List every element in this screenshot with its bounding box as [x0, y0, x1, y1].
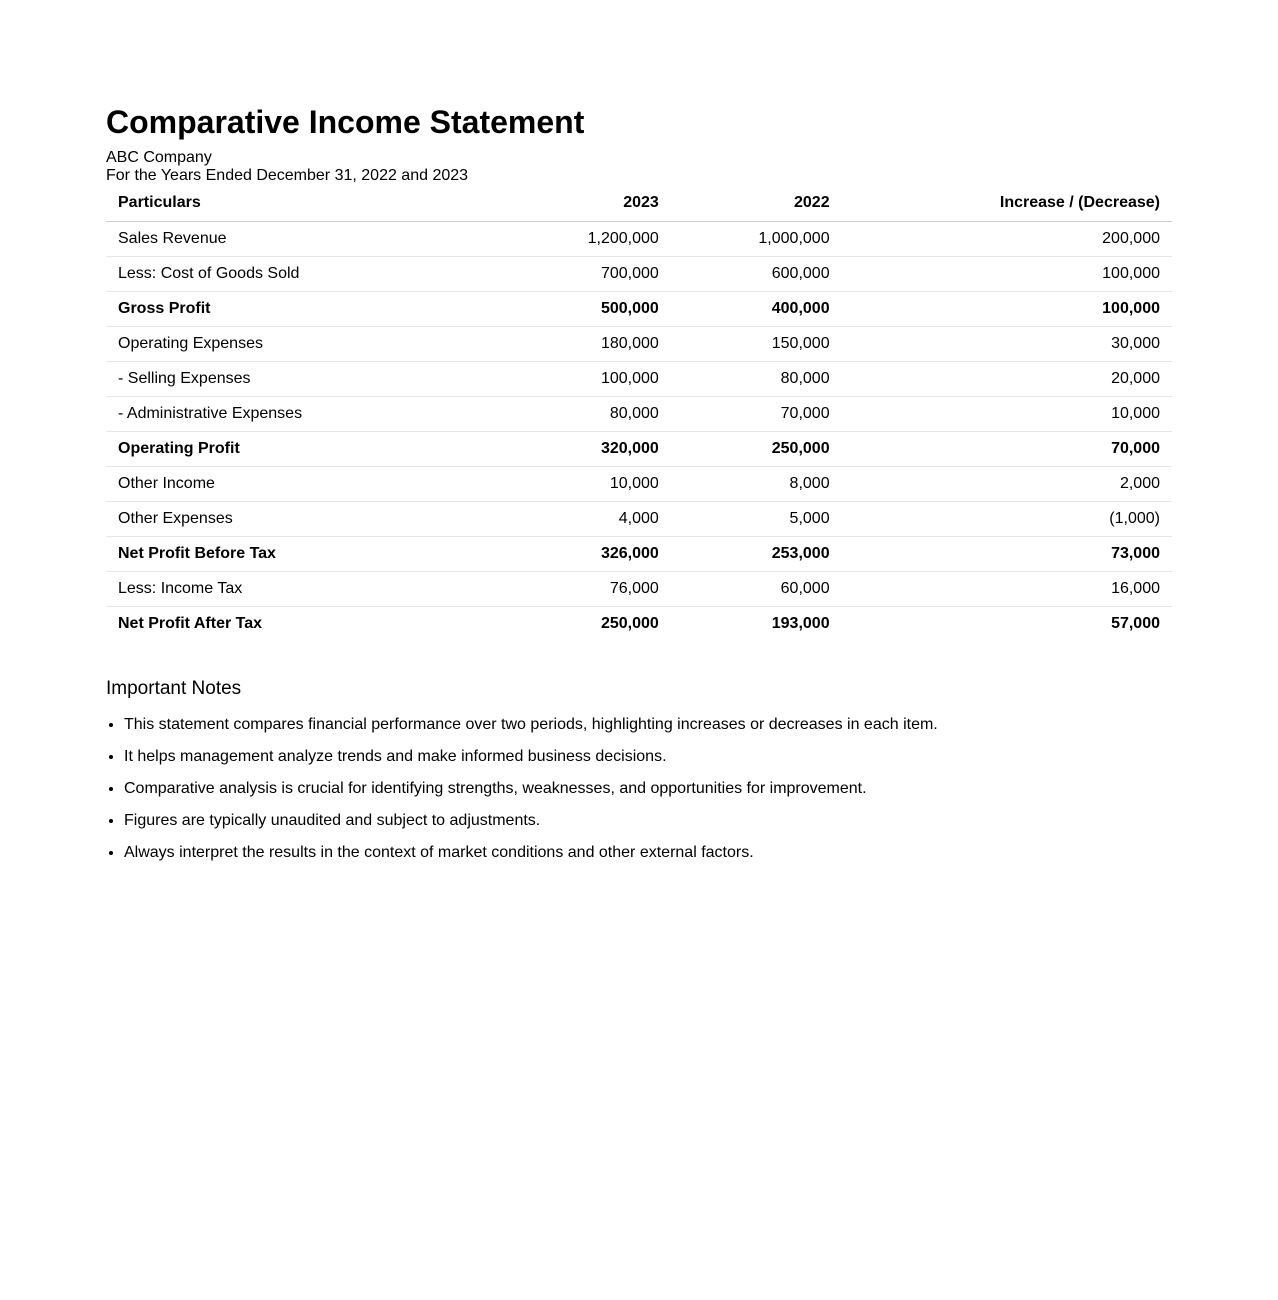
row-label: - Selling Expenses — [106, 362, 500, 397]
row-label: Less: Cost of Goods Sold — [106, 257, 500, 292]
value-2023: 80,000 — [500, 397, 671, 432]
value-change: 100,000 — [842, 292, 1172, 327]
value-change: 57,000 — [1111, 615, 1160, 632]
table-row — [106, 572, 1172, 607]
row-label: Less: Income Tax — [106, 572, 500, 607]
value-change: 2,000 — [842, 467, 1172, 502]
value-2022: 150,000 — [671, 327, 842, 362]
note-item: • This statement compares financial performance over two periods, highlighting increases or decreases in each item. — [124, 715, 1172, 735]
value-change: 30,000 — [842, 327, 1172, 362]
value-2023: 180,000 — [500, 327, 671, 362]
value-2023: 1,200,000 — [500, 222, 671, 257]
value-change: 100,000 — [842, 257, 1172, 292]
notes-list — [106, 715, 1172, 863]
value-2023: 76,000 — [500, 572, 671, 607]
row-label: Operating Profit — [106, 432, 500, 467]
income-statement-table — [106, 185, 1172, 641]
table-row — [106, 607, 1172, 642]
value-2022: 8,000 — [671, 467, 842, 502]
value-2022: 193,000 — [771, 615, 830, 632]
table-row — [106, 292, 1172, 327]
note-item: • Figures are typically unaudited and subject to adjustments. — [124, 811, 1172, 831]
value-2022: 80,000 — [671, 362, 842, 397]
table-row — [106, 327, 1172, 362]
value-2023: 100,000 — [500, 362, 671, 397]
company-name: ABC Company — [106, 149, 212, 166]
table-row — [106, 257, 1172, 292]
notes-heading: Important Notes — [106, 678, 242, 699]
value-2023: 10,000 — [500, 467, 671, 502]
value-2023: 250,000 — [600, 615, 659, 632]
value-change: 73,000 — [842, 537, 1172, 572]
value-change: 70,000 — [842, 432, 1172, 467]
row-label: Other Expenses — [106, 502, 500, 537]
row-label: Sales Revenue — [106, 222, 500, 257]
value-change: 200,000 — [842, 222, 1172, 257]
value-2022: 5,000 — [671, 502, 842, 537]
table-row — [106, 537, 1172, 572]
value-2022: 60,000 — [671, 572, 842, 607]
value-2022: 400,000 — [671, 292, 842, 327]
table-row — [106, 397, 1172, 432]
row-label: Net Profit After Tax — [118, 615, 263, 632]
value-change: 10,000 — [842, 397, 1172, 432]
value-2022: 1,000,000 — [671, 222, 842, 257]
value-change: (1,000) — [842, 502, 1172, 537]
header-2023: 2023 — [500, 185, 671, 222]
value-2022: 70,000 — [671, 397, 842, 432]
note-item: • Always interpret the results in the context of market conditions and other external factors. — [124, 843, 1172, 863]
row-label: Other Income — [106, 467, 500, 502]
note-item: • Comparative analysis is crucial for identifying strengths, weaknesses, and opportunities for improvement. — [124, 779, 1172, 799]
value-2022: 253,000 — [671, 537, 842, 572]
header-2022: 2022 — [671, 185, 842, 222]
header-change: Increase / (Decrease) — [842, 185, 1172, 222]
table-body — [106, 222, 1172, 642]
row-label: - Administrative Expenses — [106, 397, 500, 432]
value-2023: 500,000 — [500, 292, 671, 327]
header-particulars: Particulars — [106, 185, 500, 222]
value-change: 16,000 — [842, 572, 1172, 607]
statement-page — [106, 100, 1172, 875]
table-row — [106, 467, 1172, 502]
row-label: Gross Profit — [106, 292, 500, 327]
table-row — [106, 432, 1172, 467]
value-change: 20,000 — [842, 362, 1172, 397]
table-row — [106, 362, 1172, 397]
statement-period: For the Years Ended December 31, 2022 and 2023 — [106, 167, 469, 184]
value-2023: 326,000 — [500, 537, 671, 572]
value-2022: 250,000 — [671, 432, 842, 467]
table-row — [106, 222, 1172, 257]
row-label: Operating Expenses — [106, 327, 500, 362]
value-2023: 700,000 — [500, 257, 671, 292]
value-2023: 4,000 — [500, 502, 671, 537]
value-2022: 600,000 — [671, 257, 842, 292]
row-label: Net Profit Before Tax — [106, 537, 500, 572]
note-item: • It helps management analyze trends and make informed business decisions. — [124, 747, 1172, 767]
table-row — [106, 502, 1172, 537]
table-header-row — [106, 185, 1172, 222]
page-title: Comparative Income Statement — [106, 104, 585, 140]
value-2023: 320,000 — [500, 432, 671, 467]
